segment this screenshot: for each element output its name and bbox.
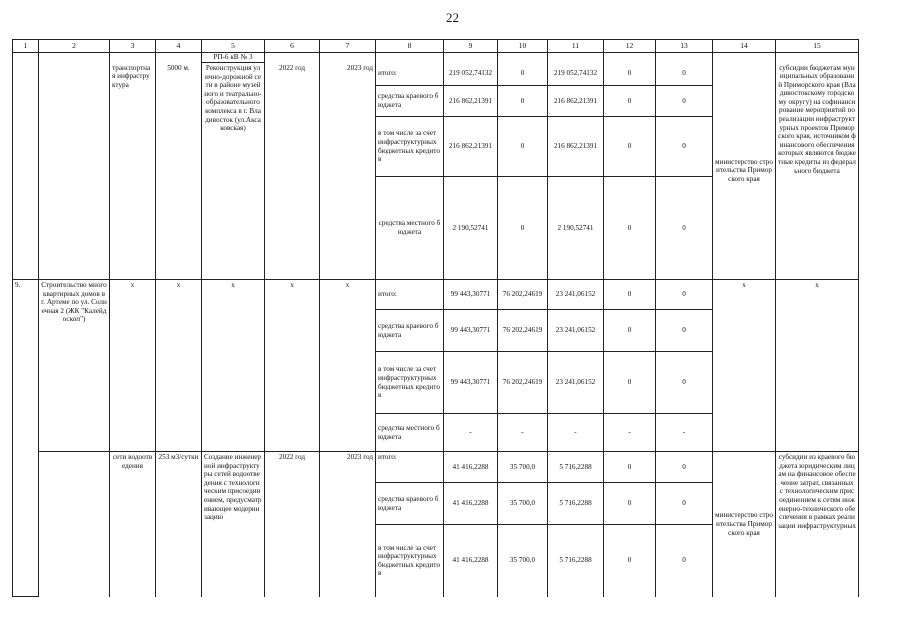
row-label: в том числе за счет инфраструктурных бюджетных кредитов: [376, 525, 444, 597]
col-header: 12: [604, 40, 656, 53]
value-total: 41 416,2288: [444, 452, 498, 483]
cell-x: х: [713, 280, 776, 452]
value-c11: 23 241,06152: [548, 352, 604, 414]
cell-x: х: [265, 280, 320, 452]
value-total: 219 052,74132: [444, 63, 498, 86]
value-c10: 0: [498, 177, 548, 280]
value-c13: 0: [656, 63, 713, 86]
col-header: 7: [320, 40, 376, 53]
value-total: 216 862,21391: [444, 86, 498, 117]
value-c11: 5 716,2288: [548, 525, 604, 597]
start-year: 2022 год: [265, 63, 320, 280]
col-header: 5: [202, 40, 265, 53]
col-header: 3: [110, 40, 156, 53]
cell-empty: [39, 452, 110, 597]
cell-x: х: [320, 280, 376, 452]
responsible: министерство строительства Приморского края: [713, 452, 776, 597]
value-c11: 5 716,2288: [548, 452, 604, 483]
value-c11: -: [548, 414, 604, 452]
col-header: 8: [376, 40, 444, 53]
value-total: 41 416,2288: [444, 525, 498, 597]
budget-table: [12, 39, 859, 597]
cell-x: х: [110, 280, 156, 452]
value-c13: 0: [656, 117, 713, 177]
value-c12: 0: [604, 280, 656, 310]
value-c10: 35 700,0: [498, 525, 548, 597]
start-year: 2022 год: [265, 452, 320, 597]
value-total: 99 443,30771: [444, 310, 498, 352]
value-c11: 2 190,52741: [548, 177, 604, 280]
value-c11: 23 241,06152: [548, 280, 604, 310]
table-row: [13, 53, 859, 63]
value-c13: 0: [656, 86, 713, 117]
value-c12: 0: [604, 352, 656, 414]
value-c10: 35 700,0: [498, 452, 548, 483]
end-year: 2023 год: [320, 452, 376, 597]
object-name: сети водоотведения: [110, 452, 156, 597]
value-c11: 216 862,21391: [548, 86, 604, 117]
value-c10: 0: [498, 63, 548, 86]
value-c12: -: [604, 414, 656, 452]
col-header: 15: [776, 40, 859, 53]
note: субсидии из краевого бюджета юридическим лицам на финансовое обеспечение затрат, связанных с технологическим присоединением к сетям инженерно-технического обеспечения в рамках реализации инфраструктурных: [776, 452, 859, 597]
description: Создание инженерной инфраструктуры сетей водоотведения с технологическим присоединением, предусматривающее модернизацию: [202, 452, 265, 597]
row-label: средства краевого бюджета: [376, 86, 444, 117]
row-label: в том числе за счет инфраструктурных бюджетных кредитов: [376, 352, 444, 414]
value-c10: 76 202,24619: [498, 352, 548, 414]
col-header: 11: [548, 40, 604, 53]
value-c11: 5 716,2288: [548, 483, 604, 525]
value-c11: 216 862,21391: [548, 117, 604, 177]
value-c10: -: [498, 414, 548, 452]
col-header: 13: [656, 40, 713, 53]
row-number: 9.: [13, 280, 39, 597]
col-header: 6: [265, 40, 320, 53]
row-label: средства местного бюджета: [376, 414, 444, 452]
value-total: 99 443,30771: [444, 280, 498, 310]
cell-x: х: [156, 280, 202, 452]
table-row: [13, 63, 859, 86]
end-year: 2023 год: [320, 63, 376, 280]
col-header: 14: [713, 40, 776, 53]
row-label: средства краевого бюджета: [376, 310, 444, 352]
object-name: транспортная инфраструктура: [110, 63, 156, 280]
value-total: 216 862,21391: [444, 117, 498, 177]
note: субсидии бюджетам муниципальных образований Приморского края (Владивостокскому городскому округу) на софинансирование мероприятий по реализации инфраструктурных проектов Приморского края, источником финансового обеспечения которых являются бюджетные кредиты из федерального бюджета: [776, 63, 859, 280]
value-c12: 0: [604, 177, 656, 280]
table-row: [13, 280, 859, 310]
col-header: 2: [39, 40, 110, 53]
row-label: итого:: [376, 63, 444, 86]
value-total: 99 443,30771: [444, 352, 498, 414]
value-c11: 23 241,06152: [548, 310, 604, 352]
header-note: РП-6 кВ № 3: [202, 53, 265, 63]
cell-empty: [39, 53, 110, 280]
row-label: итого:: [376, 452, 444, 483]
value-c10: 0: [498, 86, 548, 117]
value-c12: 0: [604, 310, 656, 352]
value-c12: 0: [604, 86, 656, 117]
value-total: -: [444, 414, 498, 452]
row-label: средства местного бюджета: [376, 177, 444, 280]
value-c12: 0: [604, 63, 656, 86]
value-c13: -: [656, 414, 713, 452]
value-c13: 0: [656, 177, 713, 280]
cell-x: х: [776, 280, 859, 452]
col-header: 1: [13, 40, 39, 53]
value-c12: 0: [604, 452, 656, 483]
value-c12: 0: [604, 117, 656, 177]
col-header: 4: [156, 40, 202, 53]
value-c13: 0: [656, 280, 713, 310]
value-c13: 0: [656, 310, 713, 352]
value-c11: 219 052,74132: [548, 63, 604, 86]
value-c13: 0: [656, 525, 713, 597]
capacity: 5000 м.: [156, 63, 202, 280]
value-c10: 35 700,0: [498, 483, 548, 525]
row-label: в том числе за счет инфраструктурных бюджетных кредитов: [376, 117, 444, 177]
value-total: 41 416,2288: [444, 483, 498, 525]
cell-x: х: [202, 280, 265, 452]
page-number: 22: [446, 10, 459, 25]
value-c10: 76 202,24619: [498, 310, 548, 352]
col-header: 10: [498, 40, 548, 53]
value-c10: 0: [498, 117, 548, 177]
object-name: Строительство многоквартирных домов в г. Артеме по ул. Солнечная 2 (ЖК "Калейдоскоп"): [39, 280, 110, 452]
capacity: 253 м3/сутки: [156, 452, 202, 597]
col-header: 9: [444, 40, 498, 53]
responsible: министерство строительства Приморского края: [713, 63, 776, 280]
value-c13: 0: [656, 483, 713, 525]
row-label: итого:: [376, 280, 444, 310]
cell-empty: [13, 53, 39, 280]
description: Реконструкция улично-дорожной сети в районе музейного и театрально-образовательного комплекса в г. Владивосток (ул.Аксаковская): [202, 63, 265, 280]
column-number-row: [13, 40, 859, 53]
value-c13: 0: [656, 352, 713, 414]
row-label: средства краевого бюджета: [376, 483, 444, 525]
value-c13: 0: [656, 452, 713, 483]
value-c12: 0: [604, 483, 656, 525]
value-total: 2 190,52741: [444, 177, 498, 280]
table-row: [13, 452, 859, 483]
value-c10: 76 202,24619: [498, 280, 548, 310]
value-c12: 0: [604, 525, 656, 597]
